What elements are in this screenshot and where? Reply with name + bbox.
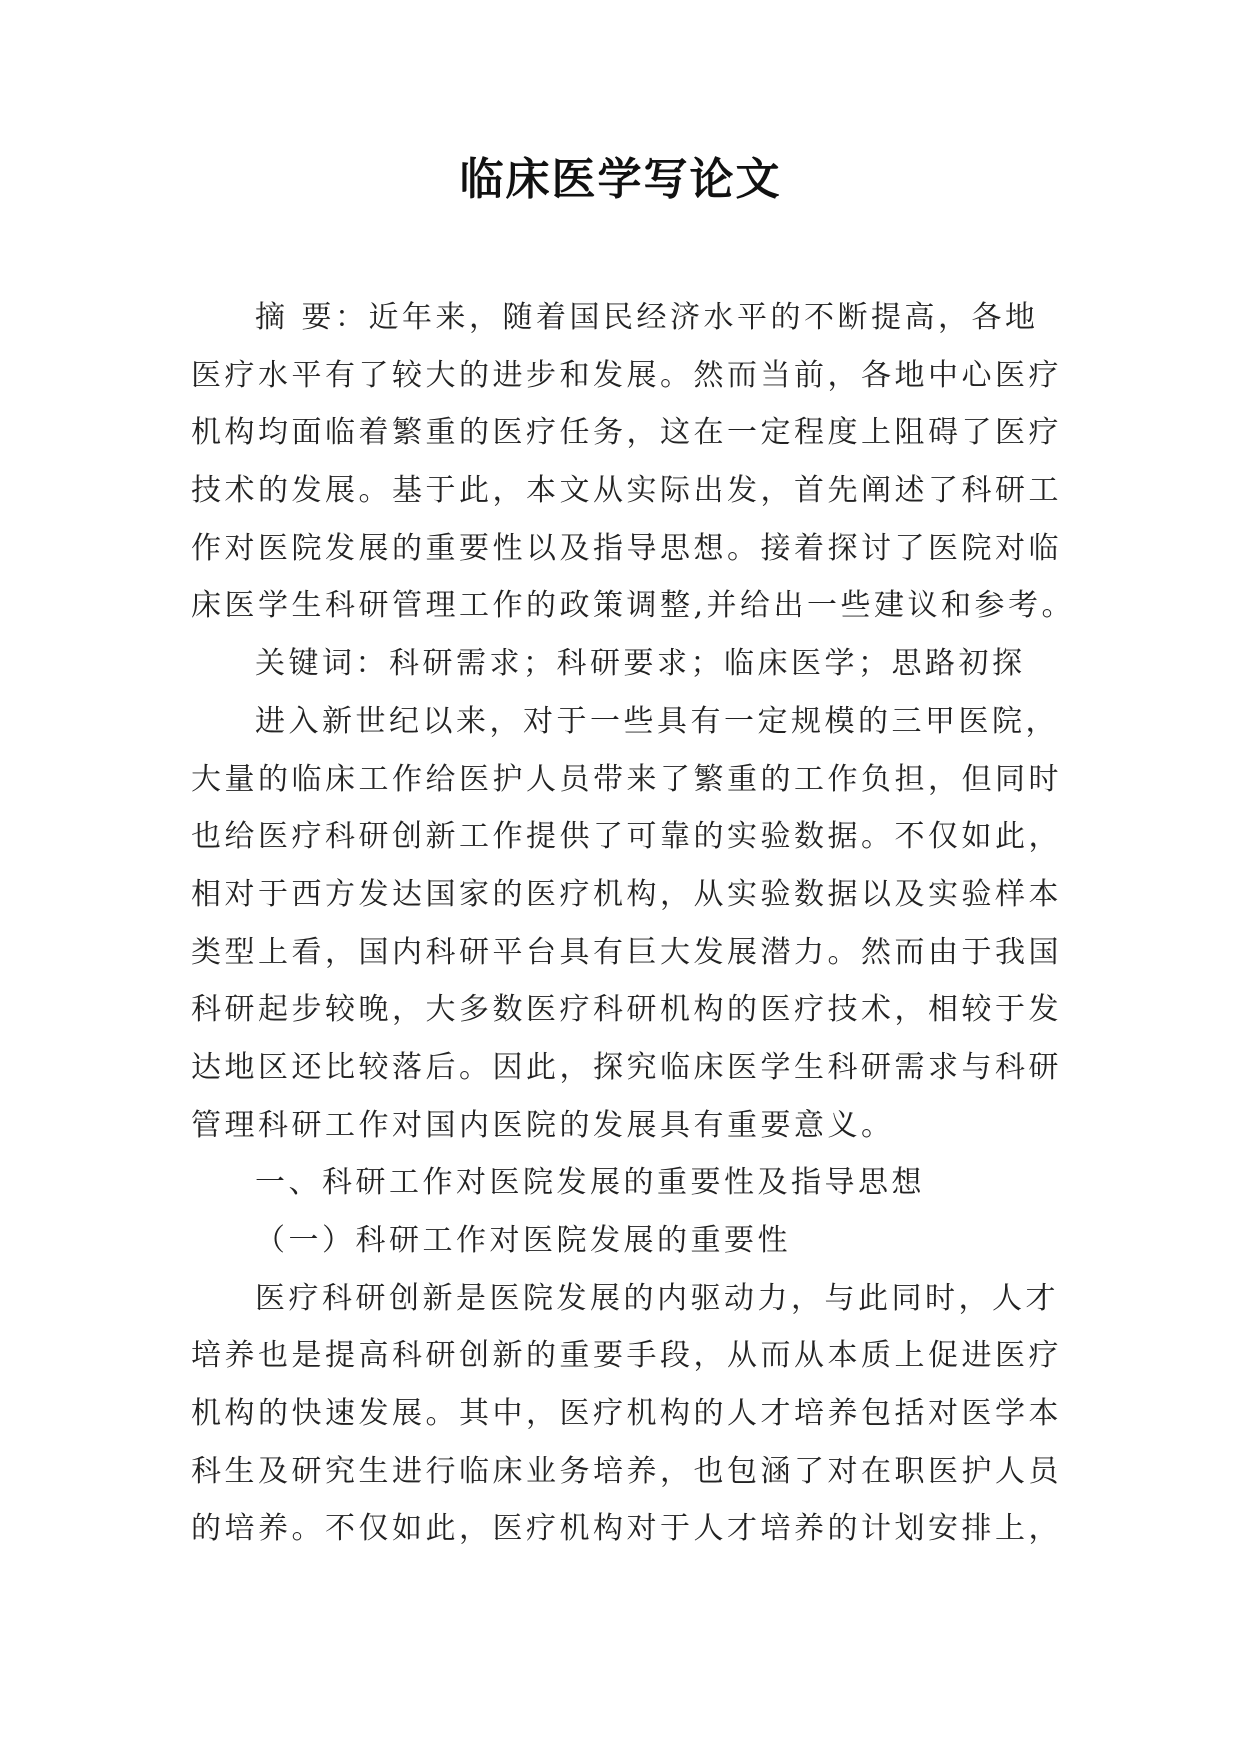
body-line: 科研起步较晚，大多数医疗科研机构的医疗技术，相较于发 bbox=[191, 992, 1062, 1028]
body-line: 医疗科研创新是医院发展的内驱动力，与此同时，人才 bbox=[255, 1280, 1059, 1316]
body-line: 的培养。不仅如此，医疗机构对于人才培养的计划安排上， bbox=[191, 1511, 1062, 1547]
section-heading: 一、科研工作对医院发展的重要性及指导思想 bbox=[255, 1165, 925, 1201]
abstract-line: 摘 要：近年来，随着国民经济水平的不断提高，各地 bbox=[255, 300, 1039, 335]
abstract-line: 技术的发展。基于此，本文从实际出发，首先阐述了科研工 bbox=[191, 473, 1062, 509]
body-line: 科生及研究生进行临床业务培养，也包涵了对在职医护人员 bbox=[191, 1453, 1062, 1489]
document-body bbox=[191, 289, 1076, 1558]
keywords-line: 关键词：科研需求；科研要求；临床医学；思路初探 bbox=[255, 646, 1026, 682]
body-line: 进入新世纪以来，对于一些具有一定规模的三甲医院， bbox=[255, 703, 1059, 739]
subsection-heading: （一）科研工作对医院发展的重要性 bbox=[255, 1223, 791, 1258]
abstract-line: 医疗水平有了较大的进步和发展。然而当前，各地中心医疗 bbox=[191, 357, 1062, 393]
body-line: 达地区还比较落后。因此，探究临床医学生科研需求与科研 bbox=[191, 1049, 1062, 1085]
body-line: 培养也是提高科研创新的重要手段，从而从本质上促进医疗 bbox=[191, 1338, 1062, 1374]
body-line: 大量的临床工作给医护人员带来了繁重的工作负担，但同时 bbox=[191, 761, 1062, 797]
body-line: 管理科研工作对国内医院的发展具有重要意义。 bbox=[191, 1107, 895, 1143]
body-line: 类型上看，国内科研平台具有巨大发展潜力。然而由于我国 bbox=[191, 934, 1062, 970]
body-line: 相对于西方发达国家的医疗机构，从实验数据以及实验样本 bbox=[191, 876, 1062, 912]
abstract-line: 作对医院发展的重要性以及指导思想。接着探讨了医院对临 bbox=[191, 530, 1062, 566]
document-title: 临床医学写论文 bbox=[459, 154, 782, 205]
abstract-line: 机构均面临着繁重的医疗任务，这在一定程度上阻碍了医疗 bbox=[191, 415, 1062, 451]
body-line: 也给医疗科研创新工作提供了可靠的实验数据。不仅如此， bbox=[191, 819, 1062, 855]
body-line: 机构的快速发展。其中，医疗机构的人才培养包括对医学本 bbox=[191, 1396, 1062, 1432]
abstract-line: 床医学生科研管理工作的政策调整,并给出一些建议和参考。 bbox=[191, 588, 1076, 624]
